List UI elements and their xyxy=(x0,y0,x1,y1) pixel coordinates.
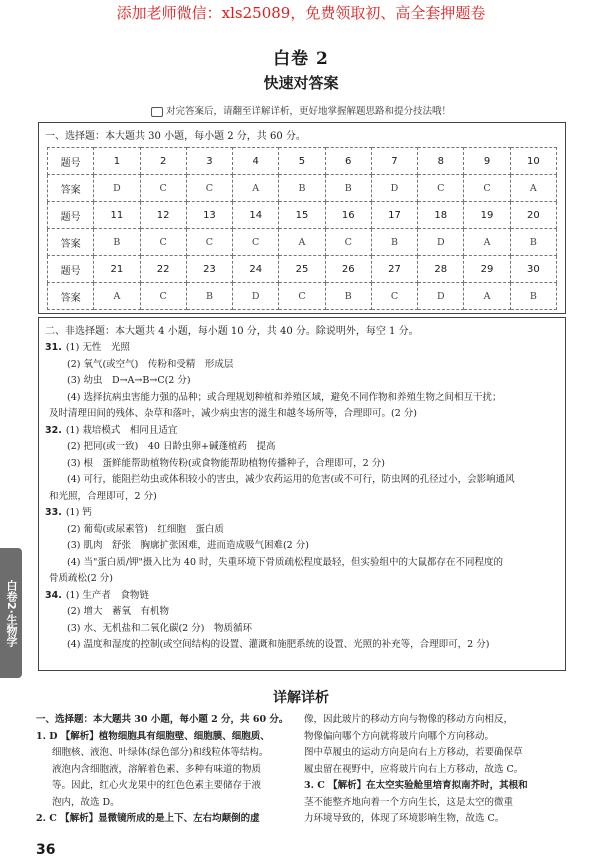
question-number-cell: 28 xyxy=(418,256,464,283)
question-number: 32. xyxy=(45,424,62,436)
answer-cell: C xyxy=(279,283,325,310)
answer-cell: B xyxy=(94,229,140,256)
tip-text: 对完答案后，请翻至详解详析，更好地掌握解题思路和提分技法哦！ xyxy=(165,106,451,117)
page-title: 白卷 2 xyxy=(273,49,329,69)
question-number-cell: 22 xyxy=(140,256,186,283)
answer-cell: C xyxy=(418,175,464,202)
answer-text: (1) 生产者 食物链 xyxy=(65,589,149,601)
explanation-line: 茎不能整齐地向着一个方向生长，这是太空的微重 xyxy=(304,796,514,808)
question-number-cell: 18 xyxy=(418,202,464,229)
answer-line: (3) 水、无机盐和二氧化碳(2 分) 物质循环 xyxy=(67,622,252,634)
answer-cell: B xyxy=(325,283,371,310)
table-row xyxy=(48,229,557,256)
answer-cell: B xyxy=(510,229,556,256)
multiple-choice-section xyxy=(38,122,566,314)
question-number-cell: 12 xyxy=(140,202,186,229)
explanation-line: 履虫留在视野中，应将玻片向右上方移动，故选 C。 xyxy=(304,763,524,775)
page-number: 36 xyxy=(36,842,56,858)
answer-line: (4) 温度和湿度的控制(或空间结构的设置、灌溉和施肥系统的设置、光照的补充等，合理即可，2 分) xyxy=(67,639,490,650)
question-number-cell: 26 xyxy=(325,256,371,283)
answer-cell: D xyxy=(418,283,464,310)
answer-line: (2) 把同(或一致) 40 日龄虫卵+碱蓬植药 提高 xyxy=(67,441,276,452)
explanation-line: 1. D 【解析】植物细胞具有细胞壁、细胞膜、细胞质、 xyxy=(36,730,270,742)
answer-cell: B xyxy=(510,283,556,310)
question-number-cell: 15 xyxy=(279,202,325,229)
row-label: 答案 xyxy=(48,229,94,256)
answer-line: (2) 增大 蓄氧 有机物 xyxy=(67,606,169,617)
answer-line: (3) 根 蛋鲜能帮助植物传粉(或食物能帮助植物传播种子，合理即可，2 分) xyxy=(67,457,385,469)
question-number-cell: 11 xyxy=(94,202,140,229)
answer-cell: B xyxy=(186,283,232,310)
answer-line: (3) 幼虫 D→A→B→C(2 分) xyxy=(67,375,191,386)
answer-line: (2) 葡萄(或尿素管) 红细胞 蛋白质 xyxy=(67,523,224,535)
question-number-cell: 13 xyxy=(186,202,232,229)
row-label: 答案 xyxy=(48,175,94,202)
table-row xyxy=(48,283,557,310)
details-left-column xyxy=(36,712,298,828)
answer-text: (1) 无性 光照 xyxy=(65,342,130,353)
answer-line xyxy=(45,588,561,605)
answer-cell: C xyxy=(186,229,232,256)
question-number-cell: 5 xyxy=(279,148,325,175)
promo-banner: 添加老师微信：xls25089，免费领取初、高全套押题卷 xyxy=(116,4,486,22)
answer-line: (2) 氧气(或空气) 传粉和受精 形成层 xyxy=(67,358,234,370)
question-number: 33. xyxy=(45,507,62,518)
question-number-cell: 2 xyxy=(140,148,186,175)
answer-line: (4) 选择抗病虫害能力强的品种；或合理规划种植和养殖区域，避免不同作物和养殖生物之间相互干扰； xyxy=(67,391,502,403)
row-label: 题号 xyxy=(48,148,94,175)
table-row xyxy=(48,175,557,202)
answer-line: (4) 当"蛋白质/钾"摄入比为 40 时，失重环境下骨质疏松程度最轻，但实验组中的大鼠都存在不同程度的 xyxy=(67,556,504,568)
question-number-cell: 8 xyxy=(418,148,464,175)
question-number-cell: 6 xyxy=(325,148,371,175)
answer-cell: B xyxy=(371,229,417,256)
table-row xyxy=(48,256,557,283)
question-number: 31. xyxy=(45,342,62,353)
question-number-cell: 10 xyxy=(510,148,556,175)
question-number-cell: 4 xyxy=(233,148,279,175)
answer-cell: C xyxy=(371,283,417,310)
table-row xyxy=(48,148,557,175)
explanation-line: 物像偏向哪个方向就将玻片向哪个方向移动。 xyxy=(304,730,495,742)
answer-cell: C xyxy=(233,229,279,256)
answer-table xyxy=(47,147,557,310)
answer-text: (1) 钙 xyxy=(65,507,92,518)
answer-cell: A xyxy=(279,229,325,256)
row-label: 答案 xyxy=(48,283,94,310)
question-number-cell: 17 xyxy=(371,202,417,229)
explanation-line: 细胞核、液泡、叶绿体(绿色部分)和线粒体等结构。 xyxy=(52,747,269,758)
answer-cell: A xyxy=(510,175,556,202)
free-response-answers xyxy=(45,340,561,654)
free-response-section xyxy=(38,317,566,671)
answer-cell: D xyxy=(94,175,140,202)
answer-cell: D xyxy=(418,229,464,256)
answer-line: 骨质疏松(2 分) xyxy=(49,573,113,584)
answer-line: 和光照，合理即可，2 分) xyxy=(49,490,157,502)
answer-cell: C xyxy=(140,283,186,310)
table-row xyxy=(48,202,557,229)
answer-cell: A xyxy=(94,283,140,310)
question-number-cell: 20 xyxy=(510,202,556,229)
answer-cell: C xyxy=(140,229,186,256)
answer-cell: A xyxy=(464,283,510,310)
answer-cell: A xyxy=(233,175,279,202)
pencil-icon xyxy=(151,107,163,117)
row-label: 题号 xyxy=(48,256,94,283)
question-number-cell: 7 xyxy=(371,148,417,175)
details-title: 详解详析 xyxy=(273,690,329,706)
answer-cell: C xyxy=(325,229,371,256)
answer-line xyxy=(45,340,561,357)
question-number-cell: 3 xyxy=(186,148,232,175)
question-number-cell: 19 xyxy=(464,202,510,229)
answer-cell: C xyxy=(140,175,186,202)
answer-line xyxy=(45,505,561,522)
answer-line: 及时清理田间的残体、杂草和落叶，减少病虫害的滋生和越冬场所等，合理即可。(2 分) xyxy=(49,408,417,419)
side-tab: 白卷2·生物学 xyxy=(0,548,22,678)
answer-cell: D xyxy=(233,283,279,310)
question-number: 34. xyxy=(45,589,62,601)
question-number-cell: 27 xyxy=(371,256,417,283)
row-label: 题号 xyxy=(48,202,94,229)
question-number-cell: 23 xyxy=(186,256,232,283)
page-subtitle: 快速对答案 xyxy=(263,74,339,92)
answer-cell: C xyxy=(186,175,232,202)
answer-line xyxy=(45,423,561,440)
answer-cell: B xyxy=(279,175,325,202)
answer-cell: A xyxy=(464,229,510,256)
answer-cell: C xyxy=(464,175,510,202)
tip-line xyxy=(0,103,602,117)
explanation-line: 像，因此玻片的移动方向与物像的移动方向相反， xyxy=(304,714,514,725)
mc-heading: 一、选择题：本大题共 30 小题，每小题 2 分，共 60 分。 xyxy=(45,131,306,142)
question-number-cell: 1 xyxy=(94,148,140,175)
details-right-column xyxy=(304,712,566,828)
explanation-line: 等。因此，红心火龙果中的红色色素主要储存于液 xyxy=(52,780,262,791)
answer-cell: D xyxy=(371,175,417,202)
answer-line: (3) 肌肉 舒张 胸廓扩张困难，进而造成吸气困难(2 分) xyxy=(67,540,309,551)
explanation-line: 2. C 【解析】显微镜所成的是上下、左右均颠倒的虚 xyxy=(36,813,260,824)
answer-line: (4) 可行，能阻拦幼虫或体积较小的害虫，减少农药运用的危害(或不可行，防虫网的孔径过小，会影响通风 xyxy=(67,474,515,485)
answer-cell: B xyxy=(325,175,371,202)
explanation-line: 力环境导致的，体现了环境影响生物，故选 C。 xyxy=(304,813,505,824)
question-number-cell: 16 xyxy=(325,202,371,229)
explanation-line: 3. C 【解析】在太空实验舱里培育拟南芥时，其根和 xyxy=(304,780,528,791)
question-number-cell: 24 xyxy=(233,256,279,283)
explanation-line: 液泡内含细胞液，溶解着色素、多种有味道的物质 xyxy=(52,763,262,775)
fr-heading: 二、非选择题：本大题共 4 小题，每小题 10 分，共 40 分。除说明外，每空 1 分。 xyxy=(45,326,419,337)
question-number-cell: 9 xyxy=(464,148,510,175)
question-number-cell: 14 xyxy=(233,202,279,229)
explanation-line: 图中草履虫的运动方向是向右上方移动，若要确保草 xyxy=(304,747,523,758)
question-number-cell: 21 xyxy=(94,256,140,283)
explanation-line: 泡内，故选 D。 xyxy=(52,796,120,808)
question-number-cell: 29 xyxy=(464,256,510,283)
explanation-line: 一、选择题：本大题共 30 小题，每小题 2 分，共 60 分。 xyxy=(36,714,289,725)
question-number-cell: 25 xyxy=(279,256,325,283)
question-number-cell: 30 xyxy=(510,256,556,283)
answer-text: (1) 栽培模式 相同且适宜 xyxy=(65,424,178,436)
